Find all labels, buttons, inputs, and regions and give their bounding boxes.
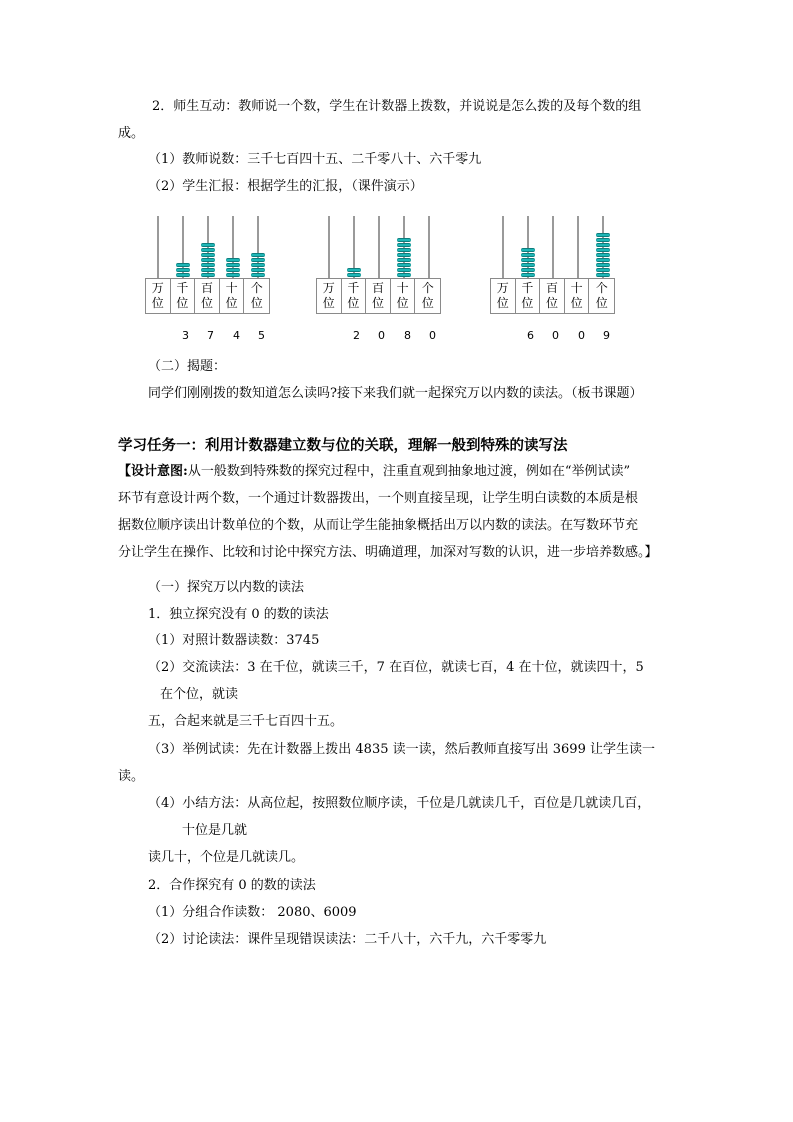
place-label-char: 位 [421, 296, 434, 310]
reveal-title: （二）揭题： [148, 359, 227, 374]
place-label-char: 万 [151, 281, 164, 295]
abacus-bead [521, 263, 535, 267]
place-label-char: 万 [322, 281, 335, 295]
place-label-char: 百 [201, 281, 214, 295]
step-4-line-1: （4）小结方法：从高位起，按照数位顺序读，千位是几就读几千，百位是几就读几百， [148, 796, 651, 811]
interaction-line-2: 成。 [118, 126, 145, 141]
place-label-char: 千 [347, 281, 360, 295]
abacus-digit: 5 [258, 329, 265, 342]
abacus-bead [201, 273, 215, 277]
abacus-bead [201, 248, 215, 252]
abacus-digit: 8 [404, 329, 411, 342]
abacus-rod [502, 216, 504, 278]
place-label-char: 位 [347, 296, 360, 310]
student-report-line: （2）学生汇报：根据学生的汇报，（课件演示） [148, 179, 423, 194]
place-label [195, 279, 220, 313]
abacus-rod [552, 216, 554, 278]
step-3-line-1: （3）举例试读：先在计数器上拨出 4835 读一读，然后教师直接写出 3699 让学生读一 [148, 742, 655, 757]
design-intent-line-1 [118, 463, 630, 481]
abacus-bead [176, 268, 190, 272]
abacus-bead [596, 248, 610, 252]
abacus-bead [201, 253, 215, 257]
step-3-line-2: 读。 [118, 769, 145, 784]
abacus-bead [596, 258, 610, 262]
abacus-bead [521, 258, 535, 262]
design-intent-line-3: 据数位顺序读出计数单位的个数，从而让学生能抽象概括出万以内数的读法。在写数环节充 [118, 518, 639, 533]
abacus-bead [596, 233, 610, 237]
abacus-base [490, 278, 615, 314]
place-label [391, 279, 416, 313]
abacus-bead [251, 263, 265, 267]
place-label-char: 万 [496, 281, 509, 295]
abacus-bead [521, 248, 535, 252]
step-zero-title: 2．合作探究有 0 的数的读法 [148, 878, 316, 893]
place-label [317, 279, 342, 313]
place-label [366, 279, 391, 313]
abacus-bead [176, 263, 190, 267]
abacus-digit: 7 [207, 329, 214, 342]
teacher-says-line: （1）教师说数：三千七百四十五、二千零八十、六千零九 [148, 152, 482, 167]
place-label [415, 279, 440, 313]
abacus-bead [397, 248, 411, 252]
step-zero-discuss: （2）讨论读法：课件呈现错误读法：二千八十，六千九，六千零零九 [148, 932, 547, 947]
place-label-char: 十 [396, 281, 409, 295]
place-label-char: 位 [546, 296, 559, 310]
place-label-char: 位 [225, 296, 238, 310]
abacus-digit: 0 [378, 329, 385, 342]
abacus-bead [397, 253, 411, 257]
abacus-bead [521, 273, 535, 277]
abacus-digit: 0 [552, 329, 559, 342]
place-label [244, 279, 269, 313]
abacus-bead [596, 263, 610, 267]
design-intent-text-1: 从一般数到特殊数的探究过程中，注重直观到抽象地过渡，例如在“举例试读” [187, 464, 631, 479]
abacus-rod [157, 216, 159, 278]
step-1-read: （1）对照计数器读数：3745 [148, 633, 320, 648]
abacus-bead [596, 268, 610, 272]
step-4-line-3: 读几十，个位是几就读几。 [148, 850, 305, 865]
abacus-2 [316, 216, 441, 346]
place-label-char: 位 [570, 296, 583, 310]
place-label [146, 279, 171, 313]
abacus-bead [596, 243, 610, 247]
abacus-bead [176, 273, 190, 277]
section-explore-reading: （一）探究万以内数的读法 [148, 580, 305, 595]
abacus-rod [328, 216, 330, 278]
abacus-bead [521, 253, 535, 257]
place-label-char: 个 [595, 281, 608, 295]
abacus-rod [428, 216, 430, 278]
abacus-bead [201, 258, 215, 262]
place-label [516, 279, 541, 313]
abacus-3 [490, 216, 615, 346]
abacus-bead [521, 268, 535, 272]
place-label-char: 百 [372, 281, 385, 295]
abacus-bead [251, 253, 265, 257]
place-label-char: 个 [250, 281, 263, 295]
step-2-line-1: （2）交流读法：3 在千位，就读三千，7 在百位，就读七百，4 在十位，就读四十，5 [148, 660, 644, 675]
abacus-bead [596, 238, 610, 242]
abacus-digit: 0 [429, 329, 436, 342]
abacus-bead [226, 263, 240, 267]
place-label-char: 千 [176, 281, 189, 295]
abacus-bead [251, 268, 265, 272]
abacus-digit: 9 [603, 329, 610, 342]
abacus-bead [347, 273, 361, 277]
abacus-base [145, 278, 270, 314]
place-label [342, 279, 367, 313]
place-label-char: 位 [151, 296, 164, 310]
place-label [565, 279, 590, 313]
abacus-base [316, 278, 441, 314]
place-label-char: 位 [521, 296, 534, 310]
step-zero-group-read: （1）分组合作读数： 2080、6009 [148, 905, 357, 920]
abacus-digit: 3 [182, 329, 189, 342]
abacus-rod [378, 216, 380, 278]
abacus-bead [397, 258, 411, 262]
place-label-char: 位 [595, 296, 608, 310]
place-label [491, 279, 516, 313]
place-label-char: 百 [546, 281, 559, 295]
task-heading: 学习任务一：利用计数器建立数与位的关联，理解一般到特殊的读写法 [118, 438, 568, 454]
place-label-char: 位 [496, 296, 509, 310]
abacus-bead [226, 273, 240, 277]
abacus-bead [397, 243, 411, 247]
abacus-bead [397, 263, 411, 267]
abacus-bead [226, 268, 240, 272]
place-label-char: 十 [225, 281, 238, 295]
place-label-char: 千 [521, 281, 534, 295]
place-label-char: 位 [396, 296, 409, 310]
abacus-digit: 6 [527, 329, 534, 342]
abacus-bead [397, 268, 411, 272]
place-label-char: 位 [176, 296, 189, 310]
place-label-char: 位 [372, 296, 385, 310]
step-2-line-3: 五，合起来就是三千七百四十五。 [148, 714, 344, 729]
abacus-bead [201, 268, 215, 272]
abacus-digit: 0 [578, 329, 585, 342]
abacus-bead [596, 273, 610, 277]
step-2-line-2: 在个位，就读 [160, 687, 239, 702]
step-4-line-2: 十位是几就 [182, 823, 248, 838]
place-label [589, 279, 614, 313]
place-label [540, 279, 565, 313]
design-intent-tag: 【设计意图: [118, 464, 188, 479]
abacus-digit: 4 [233, 329, 240, 342]
abacus-bead [251, 258, 265, 262]
place-label-char: 位 [322, 296, 335, 310]
place-label-char: 位 [201, 296, 214, 310]
place-label-char: 位 [250, 296, 263, 310]
abacus-bead [397, 273, 411, 277]
place-label [220, 279, 245, 313]
step-1-title: 1．独立探究没有 0 的数的读法 [148, 607, 329, 622]
interaction-line-1: 2．师生互动：教师说一个数，学生在计数器上拨数，并说说是怎么拨的及每个数的组 [152, 99, 642, 114]
abacus-bead [201, 243, 215, 247]
abacus-bead [226, 258, 240, 262]
abacus-bead [347, 268, 361, 272]
abacus-digit: 2 [353, 329, 360, 342]
abacus-bead [251, 273, 265, 277]
abacus-1 [145, 216, 270, 346]
reveal-text: 同学们刚刚拨的数知道怎么读吗?接下来我们就一起探究万以内数的读法。（板书课题） [148, 386, 643, 401]
design-intent-line-2: 环节有意设计两个数，一个通过计数器拨出，一个则直接呈现，让学生明白读数的本质是根 [118, 491, 639, 506]
abacus-bead [397, 238, 411, 242]
place-label-char: 十 [570, 281, 583, 295]
abacus-bead [201, 263, 215, 267]
design-intent-line-4: 分让学生在操作、比较和讨论中探究方法、明确道理，加深对写数的认识，进一步培养数感。】 [118, 545, 658, 560]
abacus-bead [596, 253, 610, 257]
place-label-char: 个 [421, 281, 434, 295]
place-label [171, 279, 196, 313]
abacus-rod [577, 216, 579, 278]
